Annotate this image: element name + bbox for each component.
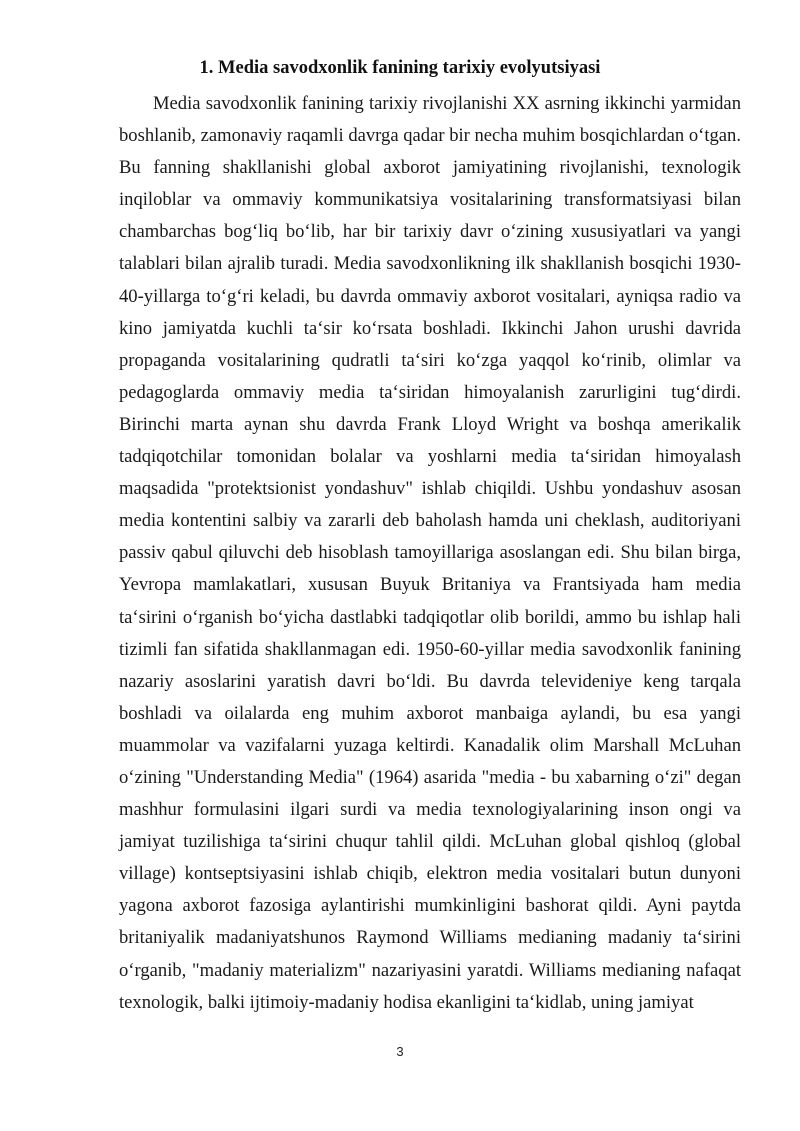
section-heading: 1. Media savodxonlik fanining tarixiy evolyutsiyasi	[199, 58, 601, 78]
body-paragraph: Media savodxonlik fanining tarixiy rivojlanishi XX asrning ikkinchi yarmidan boshlanib, zamonaviy raqamli davrga qadar bir necha muhim bosqichlardan o‘tgan. Bu fanning shakllanishi global axborot jamiyatining rivojlanishi, texnologik inqiloblar va ommaviy kommunikatsiya vositalarining transformatsiyasi bilan chambarchas bog‘liq bo‘lib, har bir tarixiy davr o‘zining xususiyatlari va yangi talablari bilan ajralib turadi. Media savodxonlikning ilk shakllanish bosqichi 1930-40-yillarga to‘g‘ri keladi, bu davrda ommaviy axborot vositalari, ayniqsa radio va kino jamiyatda kuchli ta‘sir ko‘rsata boshladi. Ikkinchi Jahon urushi davrida propaganda vositalarining qudratli ta‘siri ko‘zga yaqqol ko‘rinib, olimlar va pedagoglarda ommaviy media ta‘siridan himoyalanish zarurligini tug‘dirdi. Birinchi marta aynan shu davrda Frank Lloyd Wright va boshqa amerikalik tadqiqotchilar tomonidan bolalar va yoshlarni media ta‘siridan himoyalash maqsadida "protektsionist yondashuv" ishlab chiqildi. Ushbu yondashuv asosan media kontentini salbiy va zararli deb baholash hamda uni cheklash, auditoriyani passiv qabul qiluvchi deb hisoblash tamoyillariga asoslangan edi. Shu bilan birga, Yevropa mamlakatlari, xususan Buyuk Britaniya va Frantsiyada ham media ta‘sirini o‘rganish bo‘yicha dastlabki tadqiqotlar olib borildi, ammo bu ishlap hali tizimli fan sifatida shakllanmagan edi. 1950-60-yillar media savodxonlik fanining nazariy asoslarini yaratish davri bo‘ldi. Bu davrda televideniye keng tarqala boshladi va oilalarda eng muhim axborot manbaiga aylandi, bu esa yangi muammolar va vazifalarni yuzaga keltirdi. Kanadalik olim Marshall McLuhan o‘zining "Understanding Media" (1964) asarida "media - bu xabarning o‘zi" degan mashhur formulasini ilgari surdi va media texnologiyalarining inson ongi va jamiyat tuzilishiga ta‘sirini chuqur tahlil qildi. McLuhan global qishloq (global village) kontseptsiyasini ishlab chiqib, elektron media vositalari butun dunyoni yagona axborot fazosiga aylantirishi mumkinligini bashorat qildi. Ayni paytda britaniyalik madaniyatshunos Raymond Williams medianing madaniy ta‘sirini o‘rganib, "madaniy materializm" nazariyasini yaratdi. Williams medianing nafaqat texnologik, balki ijtimoiy-madaniy hodisa ekanligini ta‘kidlab, uning jamiyat	[119, 93, 741, 1013]
page-number: 3	[396, 1044, 404, 1059]
